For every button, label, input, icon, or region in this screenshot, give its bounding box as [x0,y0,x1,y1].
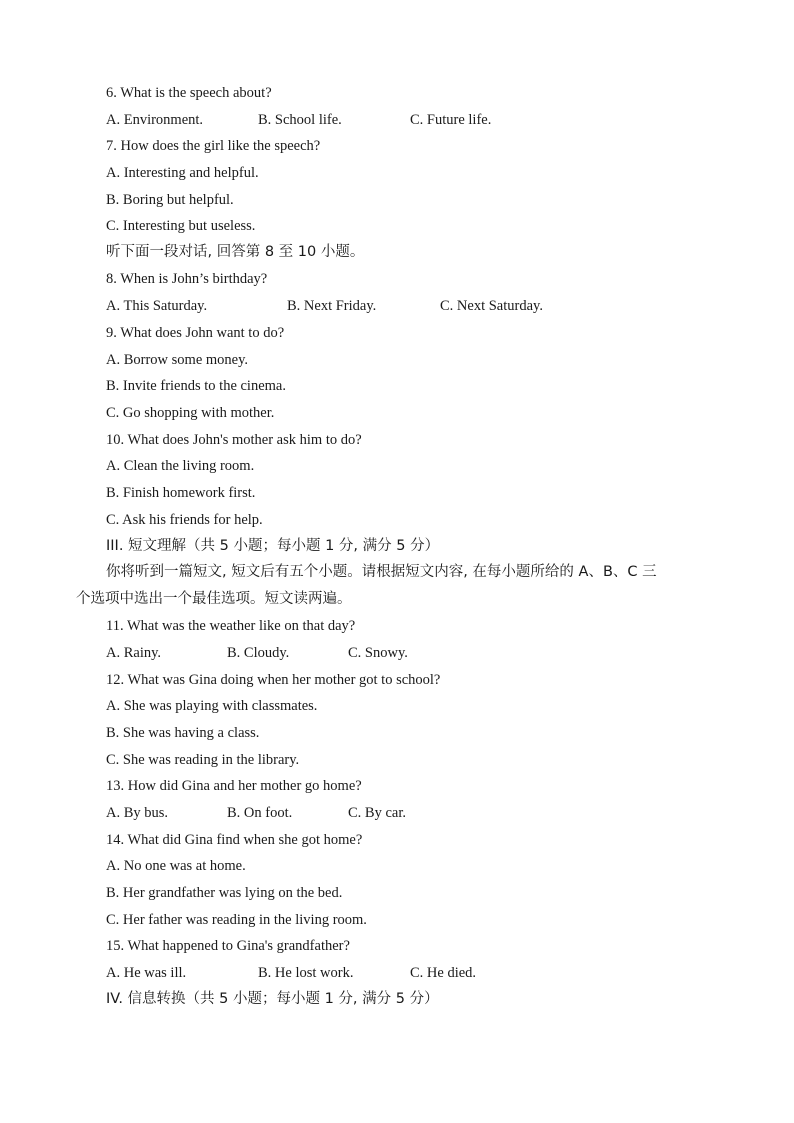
q10-option-a: A. Clean the living room. [106,458,255,474]
q9-option-c: C. Go shopping with mother. [106,405,275,421]
question-15: 15. What happened to Gina's grandfather? [106,938,350,954]
q11-option-a: A. Rainy. [106,645,162,661]
q6-option-b: B. School life. [258,112,342,128]
q7-option-c: C. Interesting but useless. [106,218,256,234]
q10-option-b: B. Finish homework first. [106,485,256,501]
q14-option-c: C. Her father was reading in the living room. [106,912,367,928]
q13-option-c: C. By car. [348,805,406,821]
q7-option-b: B. Boring but helpful. [106,192,234,208]
q6-option-c: C. Future life. [410,112,492,128]
question-8: 8. When is John’s birthday? [106,271,268,287]
q15-option-b: B. He lost work. [258,965,354,981]
q8-option-a: A. This Saturday. [106,298,208,314]
question-14: 14. What did Gina find when she got home? [106,832,363,848]
q12-option-c: C. She was reading in the library. [106,752,300,768]
q11-option-c: C. Snowy. [348,645,408,661]
q13-option-b: B. On foot. [227,805,293,821]
q15-option-c: C. He died. [410,965,477,981]
q10-option-c: C. Ask his friends for help. [106,512,263,528]
q6-option-a: A. Environment. [106,112,204,128]
q8-option-b: B. Next Friday. [287,298,377,314]
question-7: 7. How does the girl like the speech? [106,138,321,154]
question-11: 11. What was the weather like on that day? [106,618,356,634]
q13-option-a: A. By bus. [106,805,169,821]
q9-option-a: A. Borrow some money. [106,352,249,368]
question-10: 10. What does John's mother ask him to do? [106,432,362,448]
q12-option-b: B. She was having a class. [106,725,260,741]
section-3-instruction-line-1: 你将听到一篇短文, 短文后有五个小题。请根据短文内容, 在每小题所给的 A、B、C 三 [106,564,657,580]
question-9: 9. What does John want to do? [106,325,285,341]
section-4-title: IV. 信息转换（共 5 小题；每小题 1 分, 满分 5 分） [106,991,439,1007]
q14-option-b: B. Her grandfather was lying on the bed. [106,885,343,901]
q15-option-a: A. He was ill. [106,965,187,981]
q9-option-b: B. Invite friends to the cinema. [106,378,286,394]
q7-option-a: A. Interesting and helpful. [106,165,259,181]
section-3-title: III. 短文理解（共 5 小题；每小题 1 分, 满分 5 分） [106,538,440,554]
question-13: 13. How did Gina and her mother go home? [106,778,362,794]
instruction-8-10: 听下面一段对话, 回答第 8 至 10 小题。 [106,244,365,260]
q14-option-a: A. No one was at home. [106,858,246,874]
question-6: 6. What is the speech about? [106,85,272,101]
q8-option-c: C. Next Saturday. [440,298,543,314]
question-12: 12. What was Gina doing when her mother got to school? [106,672,441,688]
q12-option-a: A. She was playing with classmates. [106,698,318,714]
section-3-instruction-line-2: 个选项中选出一个最佳选项。短文读两遍。 [76,591,352,607]
q11-option-b: B. Cloudy. [227,645,290,661]
